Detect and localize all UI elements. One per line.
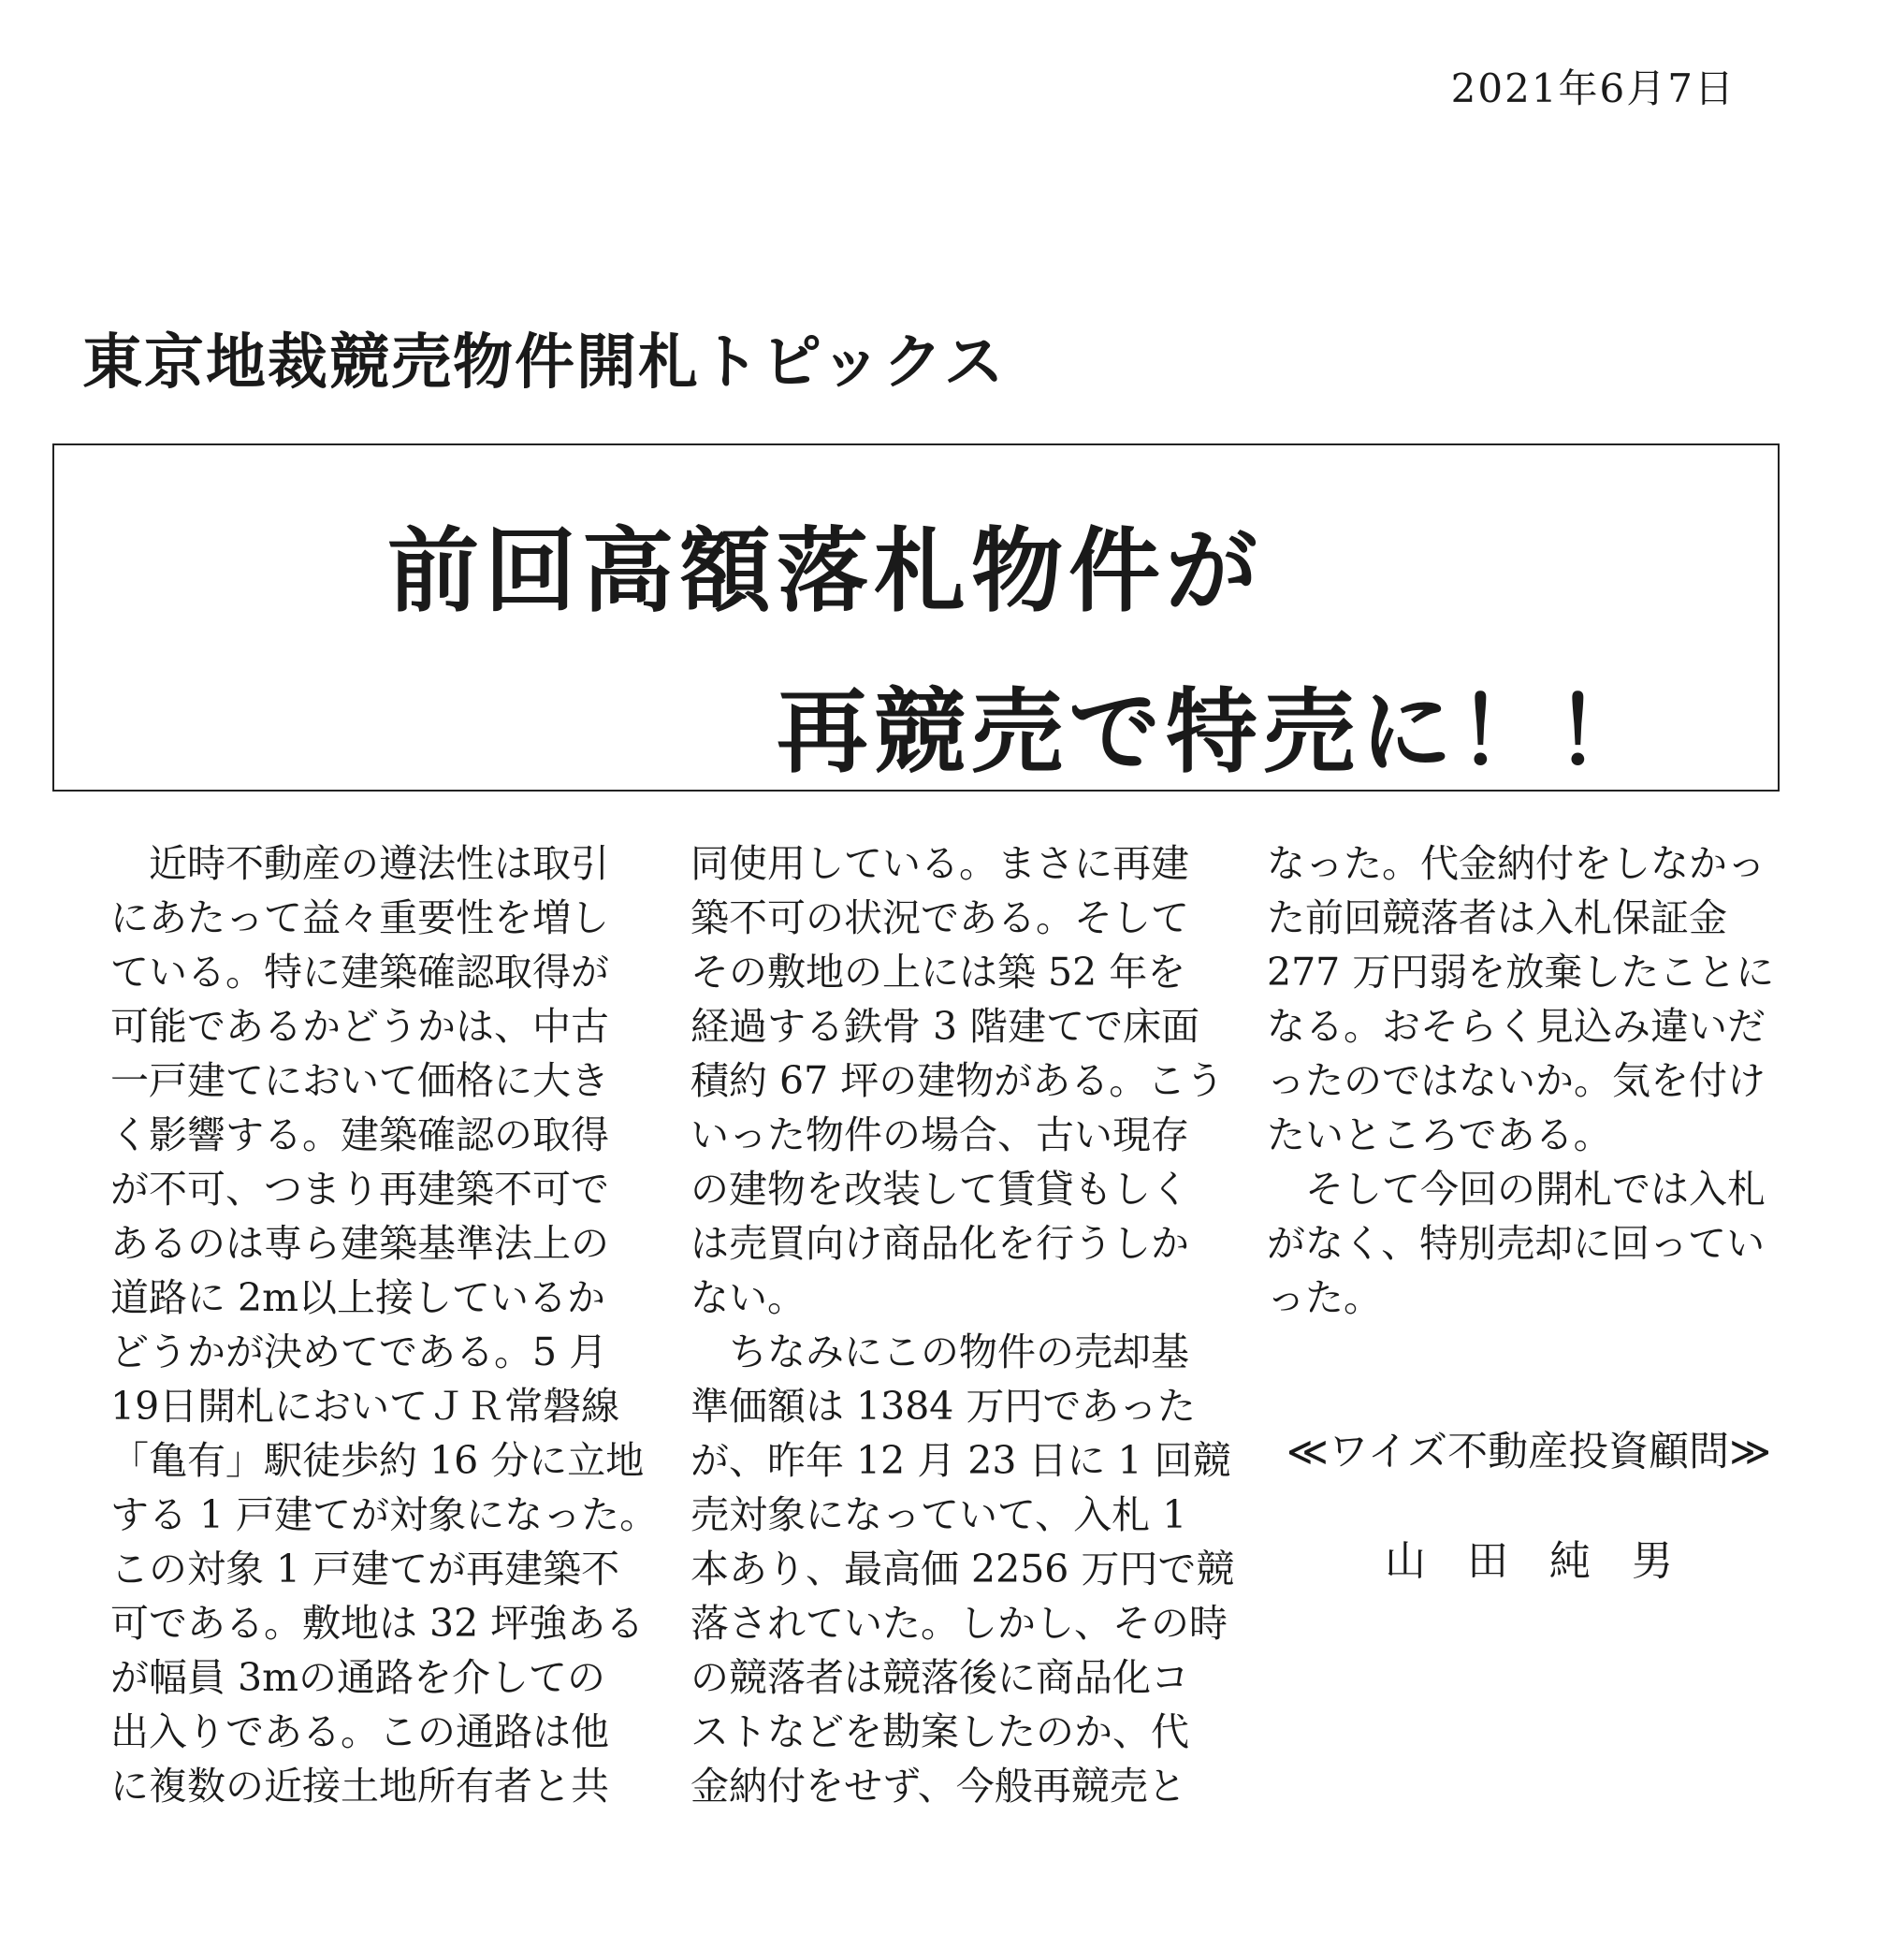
text-line: 近時不動産の遵法性は取引 <box>110 841 609 886</box>
article-column-2 <box>690 836 1235 1813</box>
text-line: 金納付をせず、今般再競売と <box>690 1764 1186 1809</box>
series-title: 東京地裁競売物件開札トピックス <box>82 328 1006 398</box>
text-line: 可能であるかどうかは、中古 <box>110 1004 609 1049</box>
text-line: が幅員 3mの通路を介しての <box>110 1655 605 1700</box>
text-line: にあたって益々重要性を増し <box>110 895 609 940</box>
text-line: った。 <box>1267 1275 1382 1320</box>
text-line: どうかが決めてである。5 月 <box>110 1329 608 1374</box>
text-line: がなく、特別売却に回ってい <box>1267 1221 1766 1266</box>
text-line: 落されていた。しかし、その時 <box>690 1601 1228 1646</box>
headline-line-2: 再競売で特売に！！ <box>777 679 1653 786</box>
text-line: が不可、つまり再建築不可で <box>110 1167 609 1212</box>
text-line: なった。代金納付をしなかっ <box>1267 841 1766 886</box>
text-line: ない。 <box>690 1275 806 1320</box>
text-line: たいところである。 <box>1267 1112 1612 1157</box>
text-line: ちなみにこの物件の売却基 <box>690 1329 1189 1374</box>
author-name: 山田純男 <box>1385 1537 1714 1585</box>
text-line: は売買向け商品化を行うしか <box>690 1221 1189 1266</box>
text-line: 経過する鉄骨 3 階建てで床面 <box>690 1004 1200 1049</box>
text-line: 積約 67 坪の建物がある。こう <box>690 1058 1225 1103</box>
text-line: いった物件の場合、古い現存 <box>690 1112 1189 1157</box>
organization-name: ≪ワイズ不動産投資顧問≫ <box>1286 1429 1772 1475</box>
text-line: この対象 1 戸建てが再建築不 <box>110 1547 620 1591</box>
text-line: に複数の近接土地所有者と共 <box>110 1764 609 1809</box>
text-line: 可である。敷地は 32 坪強ある <box>110 1601 645 1646</box>
text-line: その敷地の上には築 52 年を <box>690 950 1186 995</box>
text-line: 道路に 2m以上接しているか <box>110 1275 605 1320</box>
text-line: 本あり、最高価 2256 万円で競 <box>690 1547 1235 1591</box>
text-line: 「亀有」駅徒歩約 16 分に立地 <box>110 1438 645 1483</box>
text-line: する 1 戸建てが対象になった。 <box>110 1492 659 1537</box>
text-line: 準価額は 1384 万円であった <box>690 1384 1196 1429</box>
text-line: 出入りである。この通路は他 <box>110 1709 609 1754</box>
text-line: 19日開札においてＪＲ常磐線 <box>110 1384 620 1429</box>
article-column-3 <box>1267 836 1791 1325</box>
text-line: ストなどを勘案したのか、代 <box>690 1709 1189 1754</box>
headline-line-1: 前回高額落札物件が <box>387 518 1264 625</box>
text-line: が、昨年 12 月 23 日に 1 回競 <box>690 1438 1231 1483</box>
article-column-1 <box>110 836 659 1813</box>
text-line: の競落者は競落後に商品化コ <box>690 1655 1189 1700</box>
text-line: 築不可の状況である。そして <box>690 895 1189 940</box>
text-line: ったのではないか。気を付け <box>1267 1058 1766 1103</box>
text-line: の建物を改装して賃貸もしく <box>690 1167 1189 1212</box>
date: 2021年6月7日 <box>1450 65 1736 111</box>
text-line: ている。特に建築確認取得が <box>110 950 609 995</box>
text-line: そして今回の開札では入札 <box>1267 1167 1766 1212</box>
text-line: 同使用している。まさに再建 <box>690 841 1189 886</box>
headline-box <box>52 443 1780 792</box>
text-line: く影響する。建築確認の取得 <box>110 1112 609 1157</box>
text-line: 一戸建てにおいて価格に大き <box>110 1058 609 1103</box>
text-line: た前回競落者は入札保証金 <box>1267 895 1727 940</box>
text-line: 売対象になっていて、入札 1 <box>690 1492 1187 1537</box>
text-line: なる。おそらく見込み違いだ <box>1267 1004 1766 1049</box>
text-line: あるのは専ら建築基準法上の <box>110 1221 609 1266</box>
text-line: 277 万円弱を放棄したことに <box>1267 950 1775 995</box>
